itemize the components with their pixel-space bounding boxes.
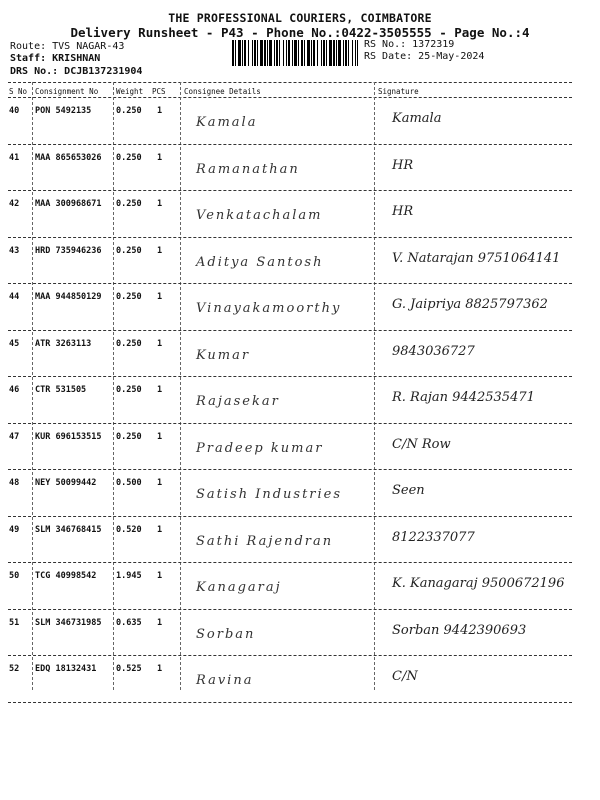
row-consignment-no: MAA 300968671 xyxy=(35,199,102,209)
row-consignment-no: NEY 50099442 xyxy=(35,478,97,488)
row-consignee-name: Ravina xyxy=(196,673,254,688)
row-sno: 50 xyxy=(9,571,20,581)
row-weight: 0.250 xyxy=(116,431,142,442)
row-sno: 52 xyxy=(9,664,20,674)
row-consignee-name: Pradeep kumar xyxy=(196,440,324,456)
barcode-bar xyxy=(235,40,236,66)
col-header-weight: Weight xyxy=(116,87,144,96)
row-consignee-name: Ramanathan xyxy=(196,161,300,177)
row-signature: Sorban 9442390693 xyxy=(392,622,527,638)
barcode-bar xyxy=(338,40,341,66)
row-divider xyxy=(8,190,572,191)
row-weight: 0.500 xyxy=(116,478,142,488)
row-pcs: 1 xyxy=(157,292,163,302)
row-pcs: 1 xyxy=(157,524,163,535)
row-consignment-no: EDQ 18132431 xyxy=(35,664,97,674)
barcode-bar xyxy=(311,40,312,66)
row-weight: 1.945 xyxy=(116,571,142,581)
row-consignee-name: Aditya Santosh xyxy=(196,254,324,270)
row-divider xyxy=(8,237,572,238)
row-pcs: 1 xyxy=(157,664,163,674)
row-consignee-name: Kumar xyxy=(196,347,251,363)
column-divider xyxy=(180,82,181,690)
barcode-bar xyxy=(232,40,234,66)
row-pcs: 1 xyxy=(157,617,163,628)
row-divider xyxy=(8,423,572,424)
barcode-bar xyxy=(336,40,337,66)
column-divider xyxy=(113,82,114,690)
row-pcs: 1 xyxy=(157,571,163,581)
row-signature: R. Rajan 9442535471 xyxy=(392,390,535,405)
row-weight: 0.250 xyxy=(116,245,142,256)
route-label: Route: TVS NAGAR-43 xyxy=(10,41,125,52)
row-sno: 41 xyxy=(9,152,20,163)
row-sno: 40 xyxy=(9,106,20,116)
barcode-bar xyxy=(242,40,243,66)
rs-number: RS No.: 1372319 xyxy=(364,39,455,50)
col-header-signature: Signature xyxy=(378,87,419,96)
row-weight: 0.635 xyxy=(116,617,142,628)
barcode-bar xyxy=(317,40,318,66)
row-pcs: 1 xyxy=(157,199,163,209)
barcode-image xyxy=(232,40,358,66)
row-signature: HR xyxy=(392,204,414,219)
row-consignment-no: MAA 944850129 xyxy=(35,292,102,302)
col-header-pcs: PCS xyxy=(152,87,166,96)
row-pcs: 1 xyxy=(157,431,163,442)
col-header-consignment: Consignment No xyxy=(35,87,99,96)
rs-date: RS Date: 25-May-2024 xyxy=(364,51,485,62)
row-pcs: 1 xyxy=(157,478,163,488)
barcode-bar xyxy=(345,40,347,66)
barcode-bar xyxy=(343,40,344,66)
row-signature: Seen xyxy=(392,483,425,498)
row-consignment-no: TCG 40998542 xyxy=(35,571,97,581)
staff-label: Staff: KRISHNAN xyxy=(10,53,101,64)
document-title: THE PROFESSIONAL COURIERS, COIMBATORE xyxy=(168,11,432,25)
barcode-bar xyxy=(352,40,353,66)
header-bottom-rule xyxy=(8,97,572,98)
row-divider xyxy=(8,469,572,470)
barcode-bar xyxy=(279,40,280,66)
barcode-bar xyxy=(267,40,268,66)
barcode-bar xyxy=(254,40,256,66)
runsheet-subtitle: Delivery Runsheet - P43 - Phone No.:0422-3505555 - Page No.:4 xyxy=(70,25,530,40)
barcode-bar xyxy=(238,40,241,66)
row-signature: K. Kanagaraj 9500672196 xyxy=(392,576,565,591)
col-header-sno: S No xyxy=(9,87,28,96)
barcode-bar xyxy=(321,40,322,66)
barcode-bar xyxy=(326,40,327,66)
row-consignee-name: Vinayakamoorthy xyxy=(196,301,342,316)
row-divider xyxy=(8,330,572,331)
row-consignment-no: KUR 696153515 xyxy=(35,431,102,442)
row-signature: HR xyxy=(392,157,414,173)
row-divider xyxy=(8,702,572,703)
barcode-bar xyxy=(348,40,349,66)
row-pcs: 1 xyxy=(157,385,163,395)
barcode-bar xyxy=(298,40,299,66)
row-consignment-no: ATR 3263113 xyxy=(35,338,92,349)
row-weight: 0.250 xyxy=(116,292,142,302)
row-divider xyxy=(8,376,572,377)
row-signature: 8122337077 xyxy=(392,529,475,545)
row-weight: 0.250 xyxy=(116,199,142,209)
row-consignee-name: Venkatachalam xyxy=(196,208,323,223)
row-sno: 44 xyxy=(9,292,20,302)
row-consignee-name: Sathi Rajendran xyxy=(196,533,334,549)
barcode-bar xyxy=(248,40,249,66)
barcode-bar xyxy=(333,40,335,66)
row-signature: C/N xyxy=(392,669,418,684)
row-sno: 48 xyxy=(9,478,20,488)
row-pcs: 1 xyxy=(157,152,163,163)
barcode-bar xyxy=(257,40,258,66)
row-consignment-no: HRD 735946236 xyxy=(35,245,102,256)
barcode-bar xyxy=(301,40,303,66)
barcode-bar xyxy=(313,40,315,66)
row-signature: 9843036727 xyxy=(392,343,475,359)
row-sno: 51 xyxy=(9,617,20,628)
row-weight: 0.250 xyxy=(116,106,142,116)
drs-number: DRS No.: DCJB137231904 xyxy=(10,66,143,77)
row-weight: 0.520 xyxy=(116,524,142,535)
barcode-bar xyxy=(286,40,287,66)
barcode-bar xyxy=(329,40,332,66)
row-weight: 0.250 xyxy=(116,385,142,395)
row-consignment-no: PON 5492135 xyxy=(35,106,92,116)
row-pcs: 1 xyxy=(157,245,163,256)
barcode-bar xyxy=(274,40,275,66)
barcode-bar xyxy=(357,40,358,66)
row-divider xyxy=(8,609,572,610)
row-divider xyxy=(8,516,572,517)
col-header-consignee: Consignee Details xyxy=(184,87,261,96)
barcode-bar xyxy=(252,40,253,66)
row-sno: 46 xyxy=(9,385,20,395)
row-divider xyxy=(8,655,572,656)
row-sno: 49 xyxy=(9,524,20,535)
barcode-bar xyxy=(292,40,293,66)
row-divider xyxy=(8,144,572,145)
row-divider xyxy=(8,562,572,563)
barcode-bar xyxy=(244,40,246,66)
barcode-bar xyxy=(304,40,305,66)
barcode-bar xyxy=(355,40,356,66)
row-consignee-name: Rajasekar xyxy=(196,394,280,409)
row-consignment-no: CTR 531505 xyxy=(35,385,87,395)
barcode-bar xyxy=(323,40,325,66)
row-sno: 42 xyxy=(9,199,20,209)
row-signature: C/N Row xyxy=(392,436,451,452)
row-pcs: 1 xyxy=(157,338,163,349)
row-consignment-no: SLM 346731985 xyxy=(35,617,102,628)
row-consignee-name: Kamala xyxy=(196,115,258,130)
row-consignee-name: Sorban xyxy=(196,626,256,642)
barcode-bar xyxy=(269,40,272,66)
barcode-bar xyxy=(276,40,278,66)
row-divider xyxy=(8,283,572,284)
barcode-bar xyxy=(283,40,284,66)
column-divider xyxy=(32,82,33,690)
row-consignee-name: Satish Industries xyxy=(196,487,343,502)
row-consignment-no: SLM 346768415 xyxy=(35,524,102,535)
barcode-bar xyxy=(264,40,266,66)
row-signature: V. Natarajan 9751064141 xyxy=(392,250,561,266)
barcode-bar xyxy=(307,40,310,66)
row-sno: 47 xyxy=(9,431,20,442)
row-signature: Kamala xyxy=(392,111,442,126)
row-consignment-no: MAA 865653026 xyxy=(35,152,102,163)
row-sno: 43 xyxy=(9,245,20,256)
row-consignee-name: Kanagaraj xyxy=(196,580,282,595)
barcode-bar xyxy=(260,40,263,66)
barcode-bar xyxy=(294,40,297,66)
column-divider xyxy=(374,82,375,690)
row-pcs: 1 xyxy=(157,106,163,116)
row-weight: 0.250 xyxy=(116,338,142,349)
row-weight: 0.250 xyxy=(116,152,142,163)
row-sno: 45 xyxy=(9,338,20,349)
header-top-rule xyxy=(8,82,572,83)
barcode-bar xyxy=(288,40,290,66)
row-signature: G. Jaipriya 8825797362 xyxy=(392,297,548,312)
row-weight: 0.525 xyxy=(116,664,142,674)
